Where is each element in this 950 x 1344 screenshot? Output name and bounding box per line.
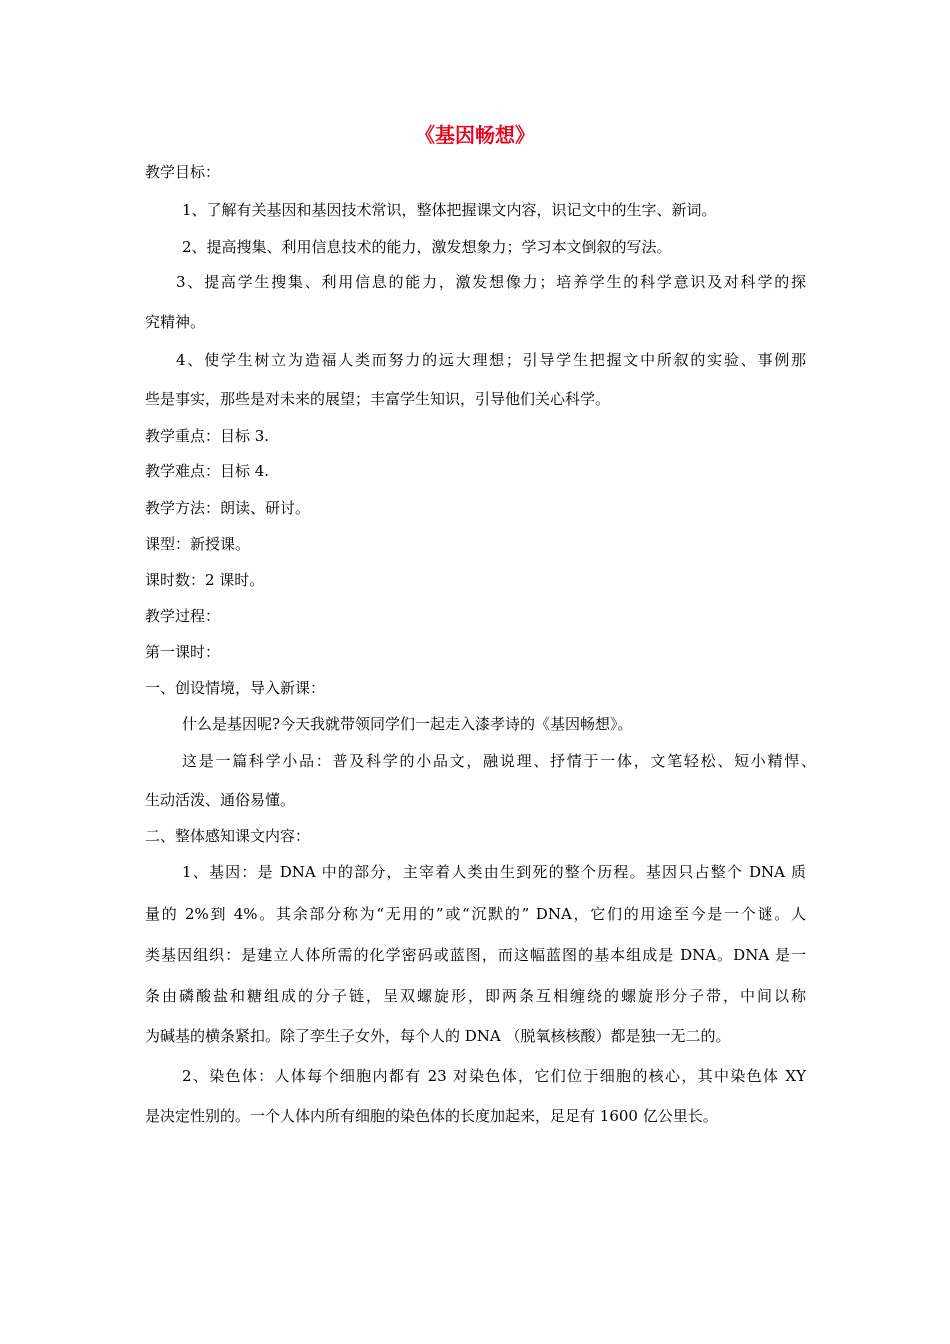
text-line: 量的 2%到 4%。其余部分称为“无用的”或“沉默的” DNA，它们的用途至今是一个谜。人	[145, 905, 806, 923]
text-line: 课时数：2 课时。	[145, 571, 265, 589]
text-line: 是决定性别的。一个人体内所有细胞的染色体的长度加起来，足足有 1600 亿公里长。	[145, 1107, 718, 1125]
text-line: 4、使学生树立为造福人类而努力的远大理想；引导学生把握文中所叙的实验、事例那	[176, 351, 806, 369]
text-line: 教学目标：	[145, 163, 221, 181]
text-line: 一、创设情境，导入新课：	[145, 679, 326, 697]
text-line: 课型：新授课。	[145, 535, 251, 553]
text-line: 1、了解有关基因和基因技术常识，整体把握课文内容，识记文中的生字、新词。	[182, 201, 717, 219]
text-line: 条由磷酸盐和糖组成的分子链，呈双螺旋形，即两条互相缠绕的螺旋形分子带，中间以称	[145, 987, 806, 1005]
text-line: 这是一篇科学小品：普及科学的小品文，融说理、抒情于一体，文笔轻松、短小精悍、	[182, 752, 816, 770]
text-line: 教学重点：目标 3.	[145, 427, 270, 445]
text-line: 教学难点：目标 4.	[145, 462, 270, 480]
text-line: 第一课时：	[145, 643, 221, 661]
text-line: 什么是基因呢?今天我就带领同学们一起走入漆孝诗的《基因畅想》。	[182, 715, 633, 733]
text-line: 1、基因：是 DNA 中的部分，主宰着人类由生到死的整个历程。基因只占整个 DNA 质	[182, 863, 806, 881]
text-line: 2、提高搜集、利用信息技术的能力，激发想象力；学习本文倒叙的写法。	[182, 238, 672, 256]
text-line: 究精神。	[145, 313, 206, 331]
text-line: 为碱基的横条紧扣。除了孪生子女外，每个人的 DNA （脱氧核核酸）都是独一无二的。	[145, 1027, 731, 1045]
document-title: 《基因畅想》	[415, 123, 535, 147]
text-line: 教学过程：	[145, 607, 221, 625]
text-line: 教学方法：朗读、研讨。	[145, 499, 311, 517]
text-line: 3、提高学生搜集、利用信息的能力，激发想像力；培养学生的科学意识及对科学的探	[176, 273, 806, 291]
text-line: 2、染色体：人体每个细胞内都有 23 对染色体，它们位于细胞的核心，其中染色体 XY	[182, 1067, 806, 1085]
text-line: 些是事实，那些是对未来的展望；丰富学生知识，引导他们关心科学。	[145, 390, 611, 408]
text-line: 生动活泼、通俗易懂。	[145, 791, 296, 809]
text-line: 类基因组织：是建立人体所需的化学密码或蓝图，而这幅蓝图的基本组成是 DNA。DNA 是一	[145, 946, 806, 964]
text-line: 二、整体感知课文内容：	[145, 827, 311, 845]
